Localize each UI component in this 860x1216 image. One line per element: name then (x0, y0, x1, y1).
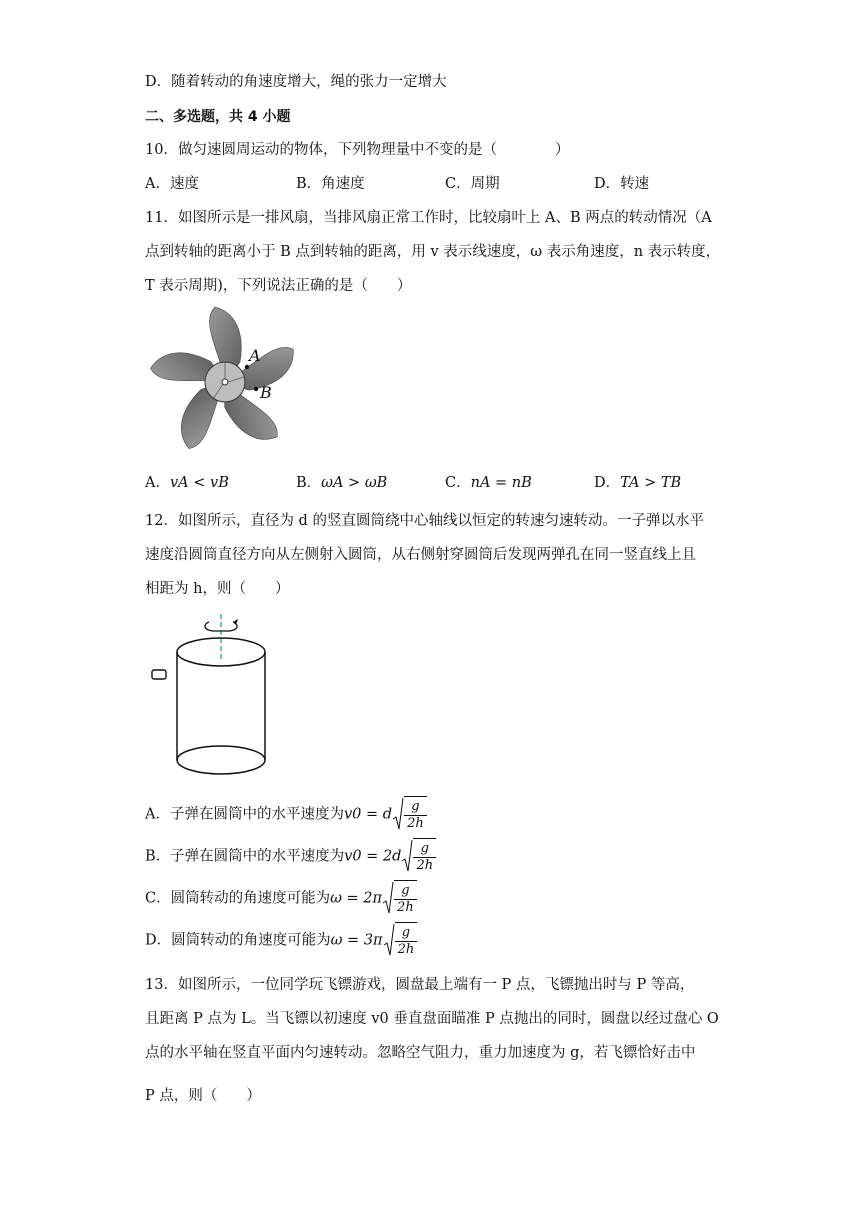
q11-option-d: D．TA > TB (594, 475, 682, 491)
q10-option-b: B．角速度 (296, 176, 365, 192)
point-b-dot (254, 387, 258, 391)
q13-line1: 13．如图所示，一位同学玩飞镖游戏，圆盘最上端有一 P 点，飞镖抛出时与 P 等高， (145, 977, 695, 993)
q12-line3: 相距为 h，则（ ） (145, 581, 290, 597)
point-b-label: B (260, 383, 272, 402)
fan-figure (145, 305, 305, 460)
q10-option-a: A．速度 (145, 176, 199, 192)
bullet-icon (152, 670, 166, 679)
q11-line2: 点到转轴的距离小于 B 点到转轴的距离，用 v 表示线速度，ω 表示角速度，n 表示转度， (145, 244, 721, 260)
q10-option-c: C．周期 (445, 176, 500, 192)
q11-option-c: C．nA = nB (445, 475, 532, 491)
q12-option-c: C．圆筒转动的角速度可能为ω = 2π $\frac{g}{2h}$ (145, 880, 417, 917)
q11-line3: T 表示周期)，下列说法正确的是（ ） (145, 278, 412, 294)
point-a-label: A (249, 346, 261, 365)
q12-line2: 速度沿圆筒直径方向从左侧射入圆筒，从右侧射穿圆筒后发现两弹孔在同一竖直线上且 (145, 547, 696, 563)
q13-line2: 且距离 P 点为 L。当飞镖以初速度 v0 垂直盘面瞄准 P 点抛出的同时，圆盘以经过盘心 O (145, 1011, 719, 1027)
q12-option-a: A．子弹在圆筒中的水平速度为v0 = d $\frac{g}{2h}$ (145, 796, 427, 833)
q12-option-d: D．圆筒转动的角速度可能为ω = 3π $\frac{g}{2h}$ (145, 922, 417, 959)
cylinder-bottom (177, 746, 265, 774)
q11-line1: 11．如图所示是一排风扇，当排风扇正常工作时，比较扇叶上 A、B 两点的转动情况（A (145, 210, 712, 226)
q10-option-d: D．转速 (594, 176, 650, 192)
q9-option-d: D．随着转动的角速度增大，绳的张力一定增大 (145, 74, 447, 90)
q11-option-b: B．ωA > ωB (296, 475, 388, 491)
q12-option-b: B．子弹在圆筒中的水平速度为v0 = 2d $\frac{g}{2h}$ (145, 838, 436, 875)
q10-stem: 10．做匀速圆周运动的物体，下列物理量中不变的是（ ） (145, 142, 570, 158)
point-a-dot (245, 365, 249, 369)
q13-line3: 点的水平轴在竖直平面内匀速转动。忽略空气阻力，重力加速度为 g，若飞镖恰好击中 (145, 1045, 696, 1061)
q13-line4: P 点，则（ ） (145, 1088, 261, 1104)
section-heading: 二、多选题，共 4 小题 (145, 109, 291, 125)
q12-line1: 12．如图所示，直径为 d 的竖直圆筒绕中心轴线以恒定的转速匀速转动。一子弹以水平 (145, 513, 704, 529)
cylinder-figure (145, 612, 275, 777)
q11-option-a: A．vA < vB (145, 475, 229, 491)
